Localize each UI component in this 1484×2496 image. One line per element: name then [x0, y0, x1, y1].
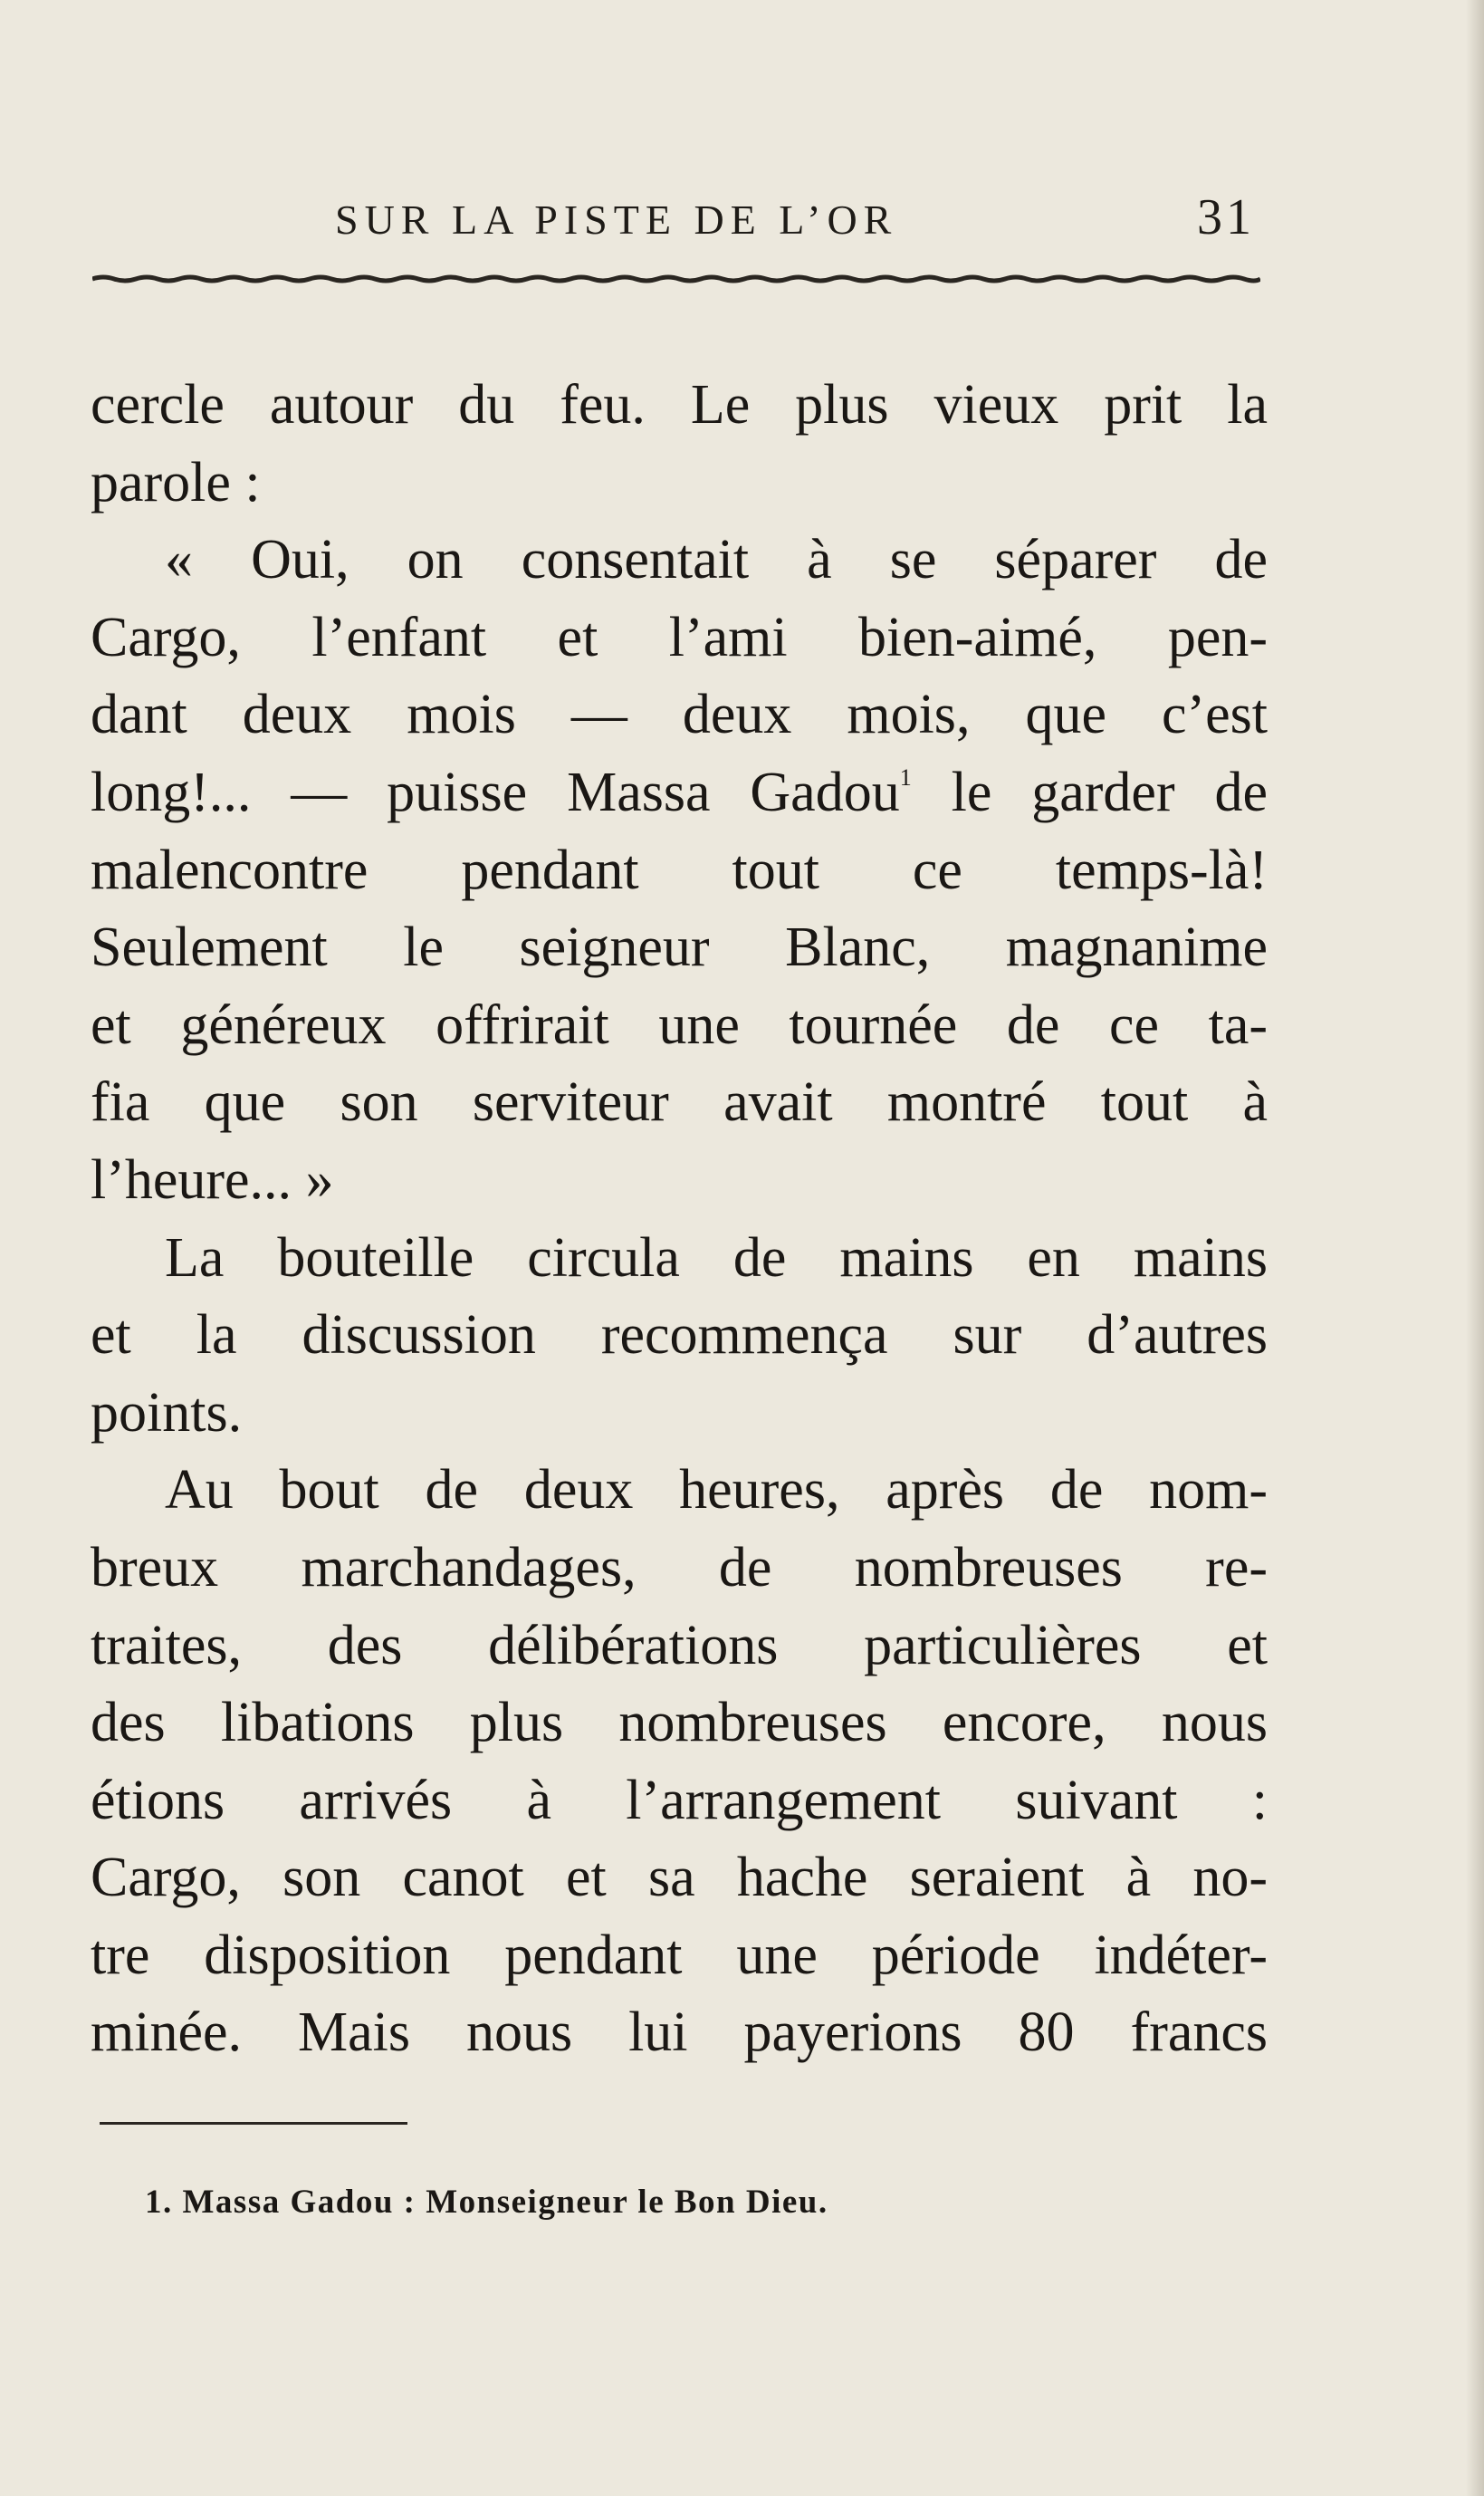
- text-line: La bouteille circula de mains en mains: [165, 1226, 1268, 1289]
- text-line: et la discussion recommença sur d’autres: [91, 1304, 1268, 1367]
- text-line: dant deux mois — deux mois, que c’est: [91, 684, 1268, 746]
- text-line: et généreux offrirait une tournée de ce ta-: [91, 994, 1268, 1056]
- text-line: parole :: [91, 451, 261, 514]
- text-line: traites, des délibérations particulières et: [91, 1614, 1268, 1676]
- text-line: points.: [91, 1381, 243, 1444]
- page-number: 31: [1197, 189, 1255, 245]
- page-edge-shadow: [1466, 0, 1484, 2496]
- line-segment: le garder de: [951, 761, 1268, 823]
- text-line: des libations plus nombreuses encore, nous: [91, 1692, 1268, 1754]
- text-line: breux marchandages, de nombreuses re-: [91, 1536, 1268, 1598]
- text-line: Seulement le seigneur Blanc, magnanime: [91, 917, 1268, 979]
- text-line: l’heure... »: [91, 1148, 334, 1211]
- text-line: minée. Mais nous lui payerions 80 francs: [91, 2002, 1268, 2064]
- footnote-marker: 1: [899, 763, 912, 791]
- text-line-with-footnote: [91, 754, 1268, 832]
- text-line: étions arrivés à l’arrangement suivant :: [91, 1769, 1268, 1831]
- text-line: Au bout de deux heures, après de nom-: [165, 1459, 1268, 1522]
- text-line: Cargo, l’enfant et l’ami bien-aimé, pen-: [91, 606, 1268, 668]
- text-line: fia que son serviteur avait montré tout à: [91, 1071, 1268, 1134]
- text-line: malencontre pendant tout ce temps-là!: [91, 839, 1268, 901]
- text-line: Cargo, son canot et sa hache seraient à no-: [91, 1847, 1268, 1909]
- running-title: SUR LA PISTE DE L’OR: [335, 197, 898, 243]
- footnote: 1. Massa Gadou : Monseigneur le Bon Dieu.: [145, 2184, 828, 2221]
- text-line: cercle autour du feu. Le plus vieux prit la: [91, 374, 1268, 436]
- text-line: « Oui, on consentait à se séparer de: [165, 529, 1268, 591]
- body-text: [91, 367, 1268, 2072]
- running-head: [91, 188, 1259, 261]
- text-line: tre disposition pendant une période indéter-: [91, 1924, 1268, 1986]
- line-segment: long!... — puisse Massa Gadou: [91, 761, 900, 823]
- header-rule: [92, 274, 1260, 284]
- footnote-rule: [100, 2122, 407, 2125]
